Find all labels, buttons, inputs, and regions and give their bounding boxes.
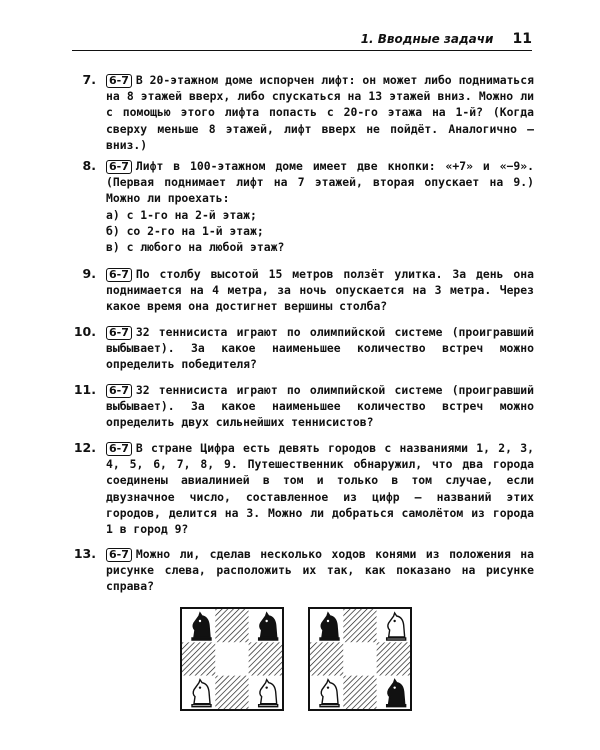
problem-number: 13. [73,546,96,561]
dark-square [249,642,282,675]
problem-text: 32 теннисиста играют по олимпийской системе (проигравший выбывает). За какое наименьшее количество встреч можно определить двух сильнейших теннисистов? [106,383,534,430]
problem-13 [72,546,534,595]
page-header [72,28,532,51]
difficulty-badge: 6-7 [106,268,132,282]
board-svg [182,609,282,709]
problem-12 [72,440,534,537]
page-number: 11 [512,31,532,47]
problem-9 [72,266,534,315]
difficulty-badge: 6-7 [106,548,132,562]
dark-square [182,642,215,675]
dark-square [310,642,343,675]
difficulty-badge: 6-7 [106,326,132,340]
problem-text: В 20-этажном доме испорчен лифт: он может либо подниматься на 8 этажей вверх, либо спускаться на 13 этажей вниз. Можно ли с помощью этого лифта попасть с 20-го этажа на 1-й? (Когда сверху меньше 8 этажей, лифт вверх не пойдёт. Аналогично — вниз.) [106,73,534,152]
difficulty-badge: 6-7 [106,442,132,456]
problem-11 [72,382,534,431]
problem-number: 8. [82,158,96,173]
problem-number: 9. [82,266,96,281]
subitem-a: а) с 1-го на 2-й этаж; [106,207,257,222]
dark-square [343,609,376,642]
problem-text: Лифт в 100-этажном доме имеет две кнопки: «+7» и «−9». (Первая поднимает лифт на 7 этажей, вторая опускает на 9.) Можно ли проехать: [106,159,534,206]
left-chess-board [180,607,284,711]
difficulty-badge: 6-7 [106,384,132,398]
problem-10 [72,324,534,373]
problem-number: 7. [82,72,96,87]
dark-square [343,676,376,709]
board-svg [310,609,410,709]
problem-text: 32 теннисиста играют по олимпийской системе (проигравший выбывает). За какое наименьшее количество встреч можно определить победителя? [106,325,534,372]
light-square [343,642,376,675]
problem-text: В стране Цифра есть девять городов с названиями 1, 2, 3, 4, 5, 6, 7, 8, 9. Путешественник обнаружил, что два города соединены авиалинией в том и только в том случае, если двузначное число, составленное из цифр — названий этих городов, делится на 3. Можно ли добраться самолётом из города 1 в город 9? [106,441,534,537]
dark-square [215,609,248,642]
dark-square [377,642,410,675]
light-square [215,642,248,675]
difficulty-badge: 6-7 [106,74,132,88]
subitem-b: б) со 2-го на 1-й этаж; [106,223,264,238]
right-chess-board [308,607,412,711]
problem-number: 12. [73,440,96,455]
problem-8 [72,158,534,255]
difficulty-badge: 6-7 [106,160,132,174]
problem-text: Можно ли, сделав несколько ходов конями из положения на рисунке слева, расположить их так, как показано на рисунке справа? [106,547,534,594]
problem-7 [72,72,534,153]
subitem-c: в) с любого на любой этаж? [106,240,285,255]
problem-number: 10. [73,324,96,339]
problem-text: По столбу высотой 15 метров ползёт улитка. За день она поднимается на 4 метра, за ночь опускается на 3 метра. Через какое время она достигнет вершины столба? [106,267,534,314]
chapter-title: 1. Вводные задачи [360,32,494,46]
dark-square [215,676,248,709]
problem-number: 11. [73,382,96,397]
